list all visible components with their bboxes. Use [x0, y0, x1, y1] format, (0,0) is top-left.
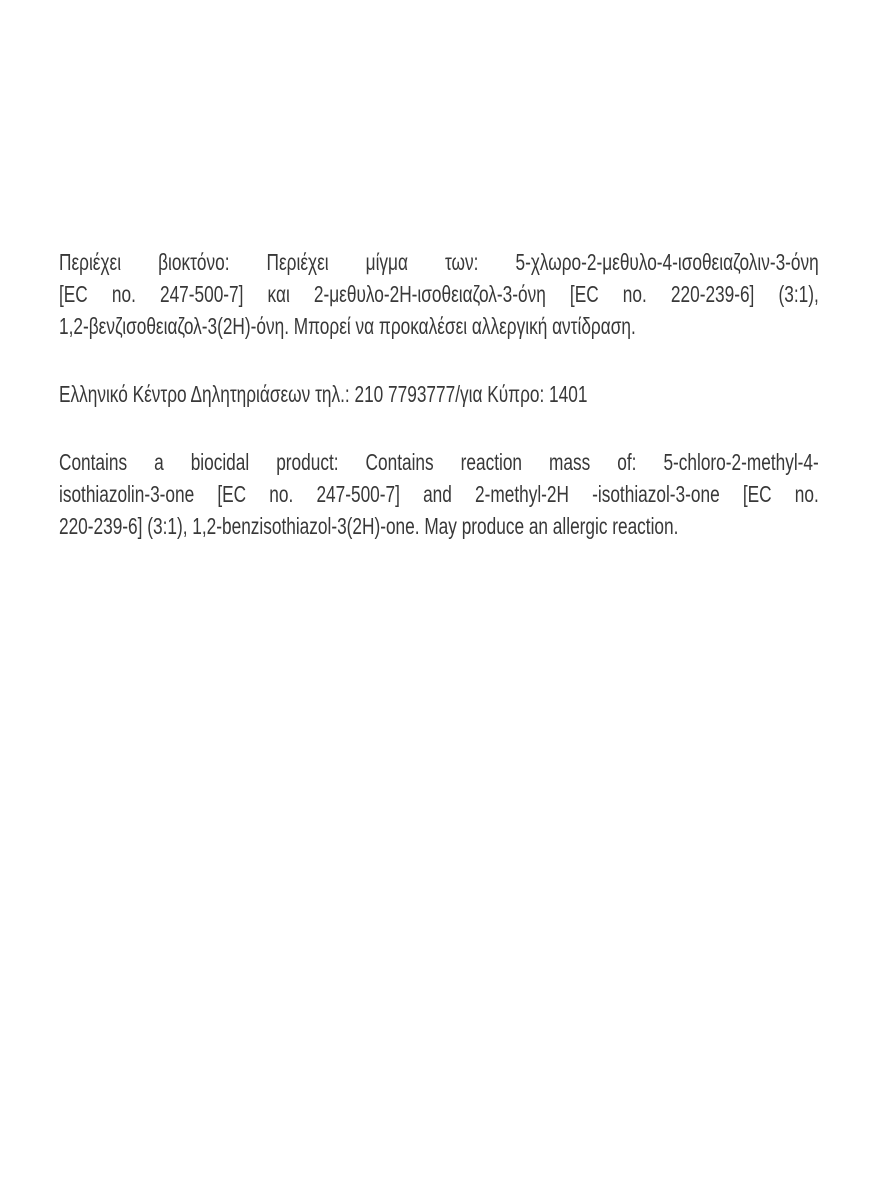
greek-biocide-line-1: Περιέχει βιοκτόνο: Περιέχει μίγμα των: 5-χλωρο-2-μεθυλο-4-ισοθειαζολιν-3-όνη — [59, 249, 819, 275]
english-biocide-paragraph — [59, 446, 819, 542]
greek-biocide-line-3: 1,2-βενζισοθειαζολ-3(2H)-όνη. Μπορεί να προκαλέσει αλλεργική αντίδραση. — [59, 313, 636, 339]
greek-biocide-paragraph — [59, 246, 819, 342]
greek-biocide-line-2: [EC no. 247-500-7] και 2-μεθυλο-2H-ισοθειαζολ-3-όνη [EC no. 220-239-6] (3:1), — [59, 281, 819, 307]
poison-center-block — [59, 378, 819, 410]
label-text-area — [59, 246, 819, 542]
poison-center-line: Ελληνικό Κέντρο Δηλητηριάσεων τηλ.: 210 7793777/για Κύπρο: 1401 — [59, 381, 588, 407]
english-biocide-line-1: Contains a biocidal product: Contains reaction mass of: 5-chloro-2-methyl-4- — [59, 449, 819, 475]
english-biocide-line-2: isothiazolin-3-one [EC no. 247-500-7] and 2-methyl-2H -isothiazol-3-one [EC no. — [59, 481, 819, 507]
english-biocide-line-3: 220-239-6] (3:1), 1,2-benzisothiazol-3(2H)-one. May produce an allergic reaction. — [59, 513, 679, 539]
